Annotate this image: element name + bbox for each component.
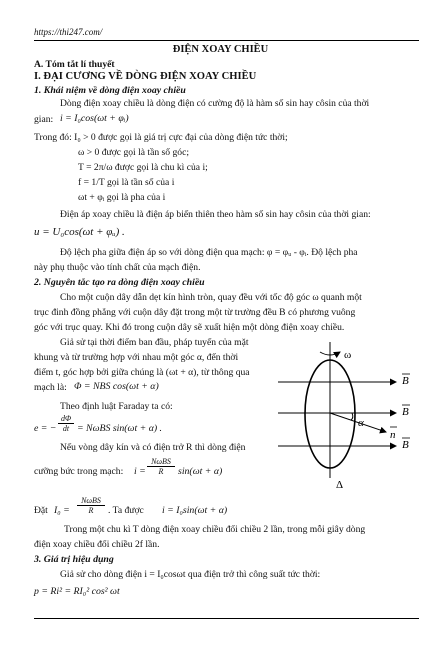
- s1-paragraph-1: Dòng điện xoay chiều là dòng điện có cường độ là hàm số sin hay côsin của thời: [60, 98, 370, 109]
- I0-denominator: R: [77, 505, 105, 515]
- s1-omega-def: ω > 0 được gọi là tần số góc;: [78, 147, 189, 158]
- s1-paragraph-2: Điện áp xoay chiều là điện áp biến thiên theo hàm số sin hay côsin của thời gian:: [60, 209, 371, 220]
- equation-current-sin: i = I₀sin(ωt + α): [162, 505, 228, 516]
- field-label-middle: B: [402, 406, 409, 418]
- s2-paragraph-6b: điện xoay chiều đổi chiều 2f lần.: [34, 539, 160, 550]
- equation-current: i = I₀cos(ωt + φᵢ): [60, 113, 129, 124]
- equation-emf-lhs: e = −: [34, 423, 57, 434]
- s2-faraday-line: Theo định luật Faraday ta có:: [60, 401, 173, 412]
- equation-power: p = Ri² = RI₀² cos² ωt: [34, 586, 120, 597]
- footer-rule: [34, 618, 419, 619]
- section-2-heading: 2. Nguyên tắc tạo ra dòng điện xoay chiều: [34, 277, 205, 288]
- s1-period-def: T = 2π/ω được gọi là chu kì của i;: [78, 162, 208, 173]
- equation-forced-current-rhs: sin(ωt + α): [178, 466, 223, 477]
- equation-forced-current-lhs: i =: [134, 466, 146, 477]
- s3-paragraph-1: Giả sử cho dòng điện i = I₀cosωt qua điện trở thì công suất tức thời:: [60, 569, 321, 580]
- s2-paragraph-5-mid: . Ta được: [108, 505, 144, 516]
- equation-I0-lhs: I₀ =: [54, 505, 70, 516]
- equation-voltage: u = U₀cos(ωt + φᵤ) .: [34, 226, 125, 238]
- section-1-heading: 1. Khái niệm về dòng điện xoay chiều: [34, 85, 186, 96]
- section-a-heading: A. Tóm tắt lí thuyết: [34, 59, 115, 70]
- s2-paragraph-2c: điểm t, góc hợp bởi giữa chúng là (ωt + α), từ thông qua: [34, 367, 250, 378]
- s2-paragraph-2a: Giả sử tại thời điểm ban đầu, pháp tuyến của mặt: [60, 337, 249, 348]
- I0-numerator: NωBS: [81, 496, 101, 505]
- normal-label: n: [390, 429, 396, 441]
- s2-paragraph-2d: mạch là:: [34, 382, 67, 393]
- s1-paragraph-3b: này phụ thuộc vào tính chất của mạch điện.: [34, 262, 201, 273]
- s2-paragraph-4b: cưỡng bức trong mạch:: [34, 466, 124, 477]
- equation-flux: Φ = NBS cos(ωt + α): [74, 381, 159, 392]
- forced-current-numerator: NωBS: [151, 457, 171, 466]
- s2-paragraph-1c: góc với trục quay. Khi đó trong cuộn dây sẽ xuất hiện một dòng điện xoay chiều.: [34, 322, 345, 333]
- s1-paragraph-1b: gian:: [34, 114, 54, 125]
- delta-label: Δ: [336, 479, 344, 491]
- angle-arc: [351, 413, 353, 420]
- field-label-top: B: [402, 375, 409, 387]
- emf-denominator: dt: [58, 423, 74, 433]
- s2-paragraph-5-prefix: Đặt: [34, 505, 48, 516]
- section-3-heading: 3. Giá trị hiệu dụng: [34, 554, 114, 565]
- coil-rotation-figure: [278, 338, 428, 498]
- s2-paragraph-6a: Trong một chu kì T dòng điện xoay chiều đổi chiều 2 lần, trong mỗi giây dòng: [64, 524, 366, 535]
- s2-paragraph-2b: khung và từ trường hợp với nhau một góc α, đến thời: [34, 352, 239, 363]
- emf-numerator: dΦ: [60, 414, 72, 423]
- s2-paragraph-1a: Cho một cuộn dây dẫn dẹt kín hình tròn, quay đều với tốc độ góc ω quanh một: [60, 292, 362, 303]
- section-i-heading: I. ĐẠI CƯƠNG VỀ DÒNG ĐIỆN XOAY CHIỀU: [34, 71, 257, 82]
- field-label-bottom: B: [402, 439, 409, 451]
- header-rule: [34, 40, 419, 41]
- omega-label: ω: [344, 349, 352, 361]
- equation-emf-rhs: = NωBS sin(ωt + α) .: [77, 423, 162, 434]
- s1-frequency-def: f = 1/T gọi là tần số của i: [78, 177, 175, 188]
- s1-where-line: Trong đó: I₀ > 0 được gọi là giá trị cực đại của dòng điện tức thời;: [34, 132, 288, 143]
- s1-phase-def: ωt + φᵢ gọi là pha của i: [78, 192, 166, 203]
- equation-forced-current-fraction: [147, 457, 175, 476]
- site-url: https://thi247.com/: [34, 27, 103, 37]
- s2-paragraph-4a: Nếu vòng dây kín và có điện trở R thì dòng điện: [60, 442, 246, 453]
- s1-paragraph-3a: Độ lệch pha giữa điện áp so với dòng điện qua mạch: φ = φᵤ - φᵢ. Độ lệch pha: [60, 247, 358, 258]
- forced-current-denominator: R: [147, 466, 175, 476]
- s2-paragraph-1b: trục đinh đồng phẳng với cuộn dây đặt trong một từ trường đều B có phương vuông: [34, 307, 356, 318]
- alpha-label: α: [358, 417, 364, 429]
- page-title: ĐIỆN XOAY CHIỀU: [172, 44, 269, 55]
- equation-I0-fraction: [77, 496, 105, 515]
- equation-emf-fraction: [58, 414, 74, 433]
